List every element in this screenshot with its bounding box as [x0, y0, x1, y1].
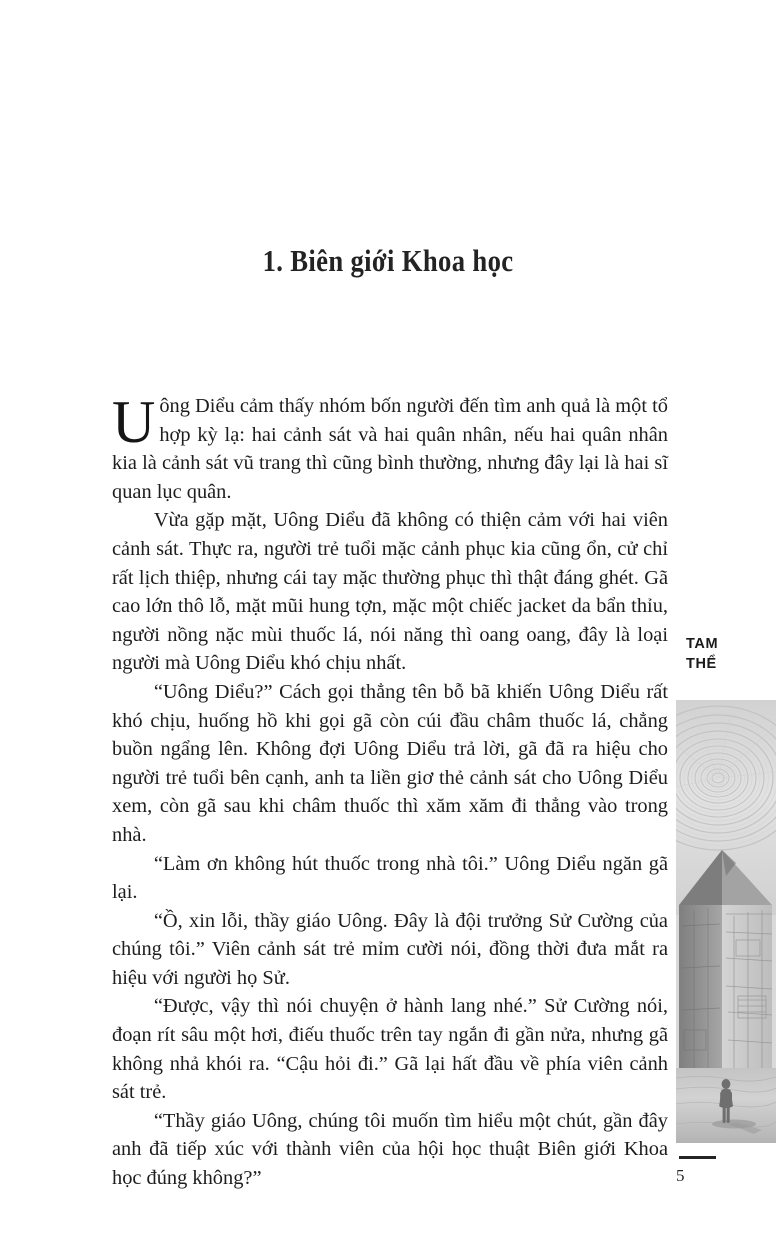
running-head-line-2: THỂ: [686, 656, 717, 672]
paragraph-4: “Làm ơn không hút thuốc trong nhà tôi.” Uông Diểu ngăn gã lại.: [112, 852, 668, 904]
paragraph-2: Vừa gặp mặt, Uông Diểu đã không có thiện cảm với hai viên cảnh sát. Thực ra, người trẻ tuổi mặc cảnh phục kia cũng ổn, cử chỉ rất lịch thiệp, nhưng cái tay mặc thường phục thì thật đáng ghét. Gã cao lớn thô lỗ, mặt mũi hung tợn, mặc một chiếc jacket da bẩn thỉu, người nồng nặc mùi thuốc lá, nói năng thì oang oang, đây là loại người mà Uông Diểu khó chịu nhất.: [112, 509, 668, 675]
chapter-title: 1. Biên giới Khoa học: [262, 242, 514, 278]
body-text-column: [112, 389, 668, 1193]
page-number: 5: [676, 1166, 685, 1185]
paragraph-5: “Ồ, xin lỗi, thầy giáo Uông. Đây là đội trưởng Sử Cường của chúng tôi.” Viên cảnh sát trẻ mỉm cười nói, đồng thời đưa mắt ra hiệu với người họ Sử.: [112, 909, 668, 989]
running-head: [686, 634, 770, 674]
paragraph-1: Uông Diểu cảm thấy nhóm bốn người đến tìm anh quả là một tổ hợp kỳ lạ: hai cảnh sát và hai quân nhân, nếu hai quân nhân kia là cảnh sát vũ trang thì cũng bình thường, nhưng đây lại là hai sĩ quan lục quân.: [112, 389, 668, 503]
running-head-line-1: TAM: [686, 636, 719, 652]
paragraph-3: “Uông Diểu?” Cách gọi thẳng tên bỗ bã khiến Uông Diểu rất khó chịu, huống hồ khi gọi gã còn cúi đầu châm thuốc lá, chẳng buồn ngẩng lên. Không đợi Uông Diểu trả lời, gã đã ra hiệu cho người trẻ tuổi bên cạnh, anh ta liền giơ thẻ cảnh sát cho Uông Diểu xem, còn gã sau khi châm thuốc thì xăm xăm đi thẳng vào trong nhà.: [112, 680, 668, 846]
folio-rule: [679, 1156, 716, 1159]
margin-illustration-artwork: [676, 700, 776, 1143]
paragraph-6: “Được, vậy thì nói chuyện ở hành lang nhé.” Sử Cường nói, đoạn rít sâu một hơi, điếu thuốc trên tay ngắn đi gần nửa, nhưng gã không nhả khói ra. “Cậu hỏi đi.” Gã lại hất đầu về phía viên cảnh sát trẻ.: [112, 995, 668, 1104]
margin-illustration: [676, 700, 776, 1143]
paragraph-7: “Thầy giáo Uông, chúng tôi muốn tìm hiểu một chút, gần đây anh đã tiếp xúc với thành viên của hội học thuật Biên giới Khoa học đúng không?”: [112, 1109, 668, 1190]
